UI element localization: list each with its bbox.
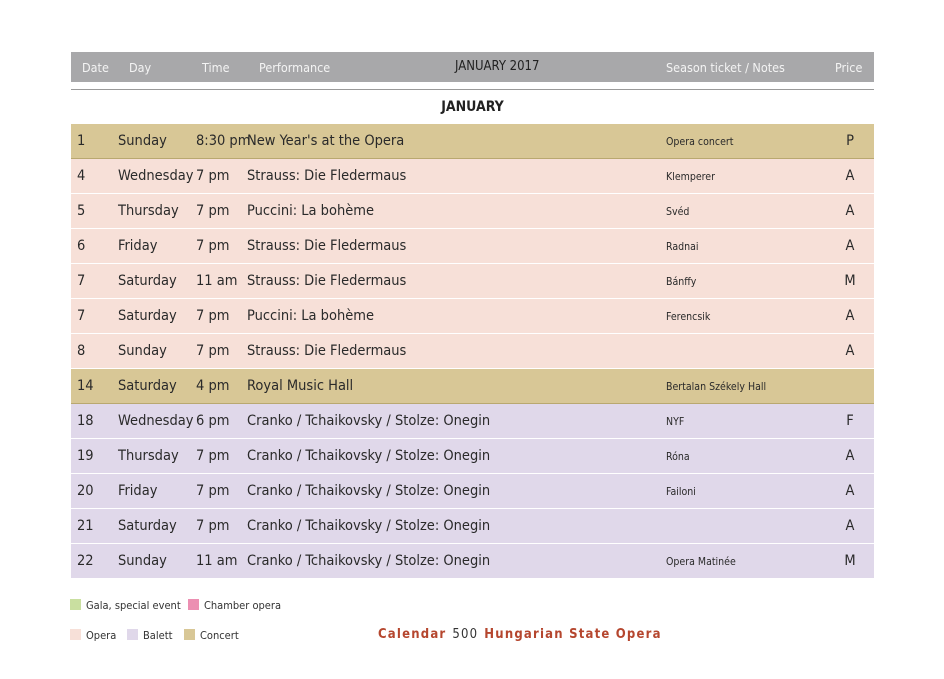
table-row	[71, 194, 874, 229]
table-row	[71, 439, 874, 474]
row-performance: Puccini: La bohème	[247, 203, 374, 219]
row-day: Sunday	[118, 553, 167, 569]
table-row	[71, 474, 874, 509]
row-date: 8	[77, 343, 86, 359]
page-footer	[378, 627, 662, 642]
table-row	[71, 544, 874, 579]
row-date: 20	[77, 483, 94, 499]
table-row	[71, 229, 874, 264]
footer-publisher: Hungarian State Opera	[484, 627, 662, 642]
row-performance: Cranko / Tchaikovsky / Stolze: Onegin	[247, 483, 491, 499]
row-note: NYF	[666, 416, 685, 428]
row-time: 11 am	[196, 273, 238, 289]
table-row	[71, 159, 874, 194]
row-day: Friday	[118, 238, 158, 254]
header-month: JANUARY 2017	[455, 59, 540, 74]
row-performance: Cranko / Tchaikovsky / Stolze: Onegin	[247, 553, 491, 569]
row-performance: New Year's at the Opera	[247, 133, 405, 149]
chamber-swatch	[188, 599, 199, 610]
row-time: 7 pm	[196, 483, 230, 499]
row-time: 11 am	[196, 553, 238, 569]
row-date: 7	[77, 308, 86, 324]
row-note: Klemperer	[666, 171, 715, 183]
row-performance: Puccini: La bohème	[247, 308, 374, 324]
table-row	[71, 334, 874, 369]
row-note: Opera concert	[666, 136, 734, 148]
row-price: A	[845, 483, 855, 499]
row-performance: Strauss: Die Fledermaus	[247, 168, 407, 184]
row-day: Saturday	[118, 273, 177, 289]
row-day: Saturday	[118, 378, 177, 394]
page-number: 500	[452, 627, 479, 642]
row-time: 7 pm	[196, 448, 230, 464]
row-time: 6 pm	[196, 413, 230, 429]
opera-swatch	[70, 629, 81, 640]
row-performance: Royal Music Hall	[247, 378, 354, 394]
row-note: Bertalan Székely Hall	[666, 381, 767, 393]
row-price: P	[846, 133, 854, 149]
row-time: 7 pm	[196, 308, 230, 324]
row-date: 19	[77, 448, 94, 464]
footer-calendar: Calendar	[378, 627, 447, 642]
row-day: Sunday	[118, 133, 167, 149]
row-date: 1	[77, 133, 86, 149]
row-day: Saturday	[118, 518, 177, 534]
table-header	[71, 52, 874, 82]
row-time: 7 pm	[196, 518, 230, 534]
row-performance: Cranko / Tchaikovsky / Stolze: Onegin	[247, 518, 491, 534]
row-performance: Cranko / Tchaikovsky / Stolze: Onegin	[247, 448, 491, 464]
header-date: Date	[82, 60, 109, 75]
gala-swatch	[70, 599, 81, 610]
table-row	[71, 264, 874, 299]
row-performance: Cranko / Tchaikovsky / Stolze: Onegin	[247, 413, 491, 429]
legend-gala: Gala, special event	[86, 599, 181, 612]
table-row	[71, 124, 874, 159]
row-date: 21	[77, 518, 94, 534]
header-time: Time	[202, 60, 230, 75]
row-day: Friday	[118, 483, 158, 499]
table-row	[71, 299, 874, 334]
row-time: 7 pm	[196, 343, 230, 359]
row-date: 4	[77, 168, 86, 184]
row-time: 7 pm	[196, 238, 230, 254]
legend-concert: Concert	[200, 629, 239, 642]
row-price: M	[844, 553, 856, 569]
row-price: A	[845, 518, 855, 534]
row-price: A	[845, 343, 855, 359]
section-title: JANUARY	[441, 99, 504, 115]
row-price: F	[846, 413, 854, 429]
row-date: 5	[77, 203, 86, 219]
row-note: Svéd	[666, 206, 690, 218]
row-day: Thursday	[118, 203, 179, 219]
row-date: 14	[77, 378, 94, 394]
legend-opera: Opera	[86, 629, 117, 642]
table-row	[71, 369, 874, 404]
row-price: A	[845, 308, 855, 324]
row-price: A	[845, 168, 855, 184]
row-day: Wednesday	[118, 413, 194, 429]
row-date: 18	[77, 413, 94, 429]
header-price: Price	[835, 60, 863, 75]
row-day: Saturday	[118, 308, 177, 324]
row-performance: Strauss: Die Fledermaus	[247, 343, 407, 359]
row-date: 22	[77, 553, 94, 569]
header-notes: Season ticket / Notes	[666, 60, 785, 75]
header-performance: Performance	[259, 60, 331, 75]
legend-chamber: Chamber opera	[204, 599, 282, 612]
row-note: Opera Matinée	[666, 556, 736, 568]
row-note: Ferencsik	[666, 311, 711, 323]
row-time: 4 pm	[196, 378, 230, 394]
calendar-sheet	[71, 52, 874, 579]
row-time: 7 pm	[196, 168, 230, 184]
row-date: 6	[77, 238, 86, 254]
row-price: A	[845, 448, 855, 464]
table-row	[71, 404, 874, 439]
row-price: A	[845, 203, 855, 219]
legend-balett: Balett	[143, 629, 173, 642]
balett-swatch	[127, 629, 138, 640]
row-time: 7 pm	[196, 203, 230, 219]
row-performance: Strauss: Die Fledermaus	[247, 273, 407, 289]
row-note: Failoni	[666, 486, 696, 498]
row-price: A	[845, 238, 855, 254]
row-day: Thursday	[118, 448, 179, 464]
row-date: 7	[77, 273, 86, 289]
row-performance: Strauss: Die Fledermaus	[247, 238, 407, 254]
performance-list	[71, 124, 874, 579]
row-note: Bánffy	[666, 276, 697, 288]
row-day: Sunday	[118, 343, 167, 359]
row-time: 8:30 pm	[196, 133, 251, 149]
concert-swatch	[184, 629, 195, 640]
header-day: Day	[129, 60, 152, 75]
row-day: Wednesday	[118, 168, 194, 184]
row-note: Róna	[666, 451, 690, 463]
row-price: M	[844, 273, 856, 289]
table-row	[71, 509, 874, 544]
row-note: Radnai	[666, 241, 699, 253]
